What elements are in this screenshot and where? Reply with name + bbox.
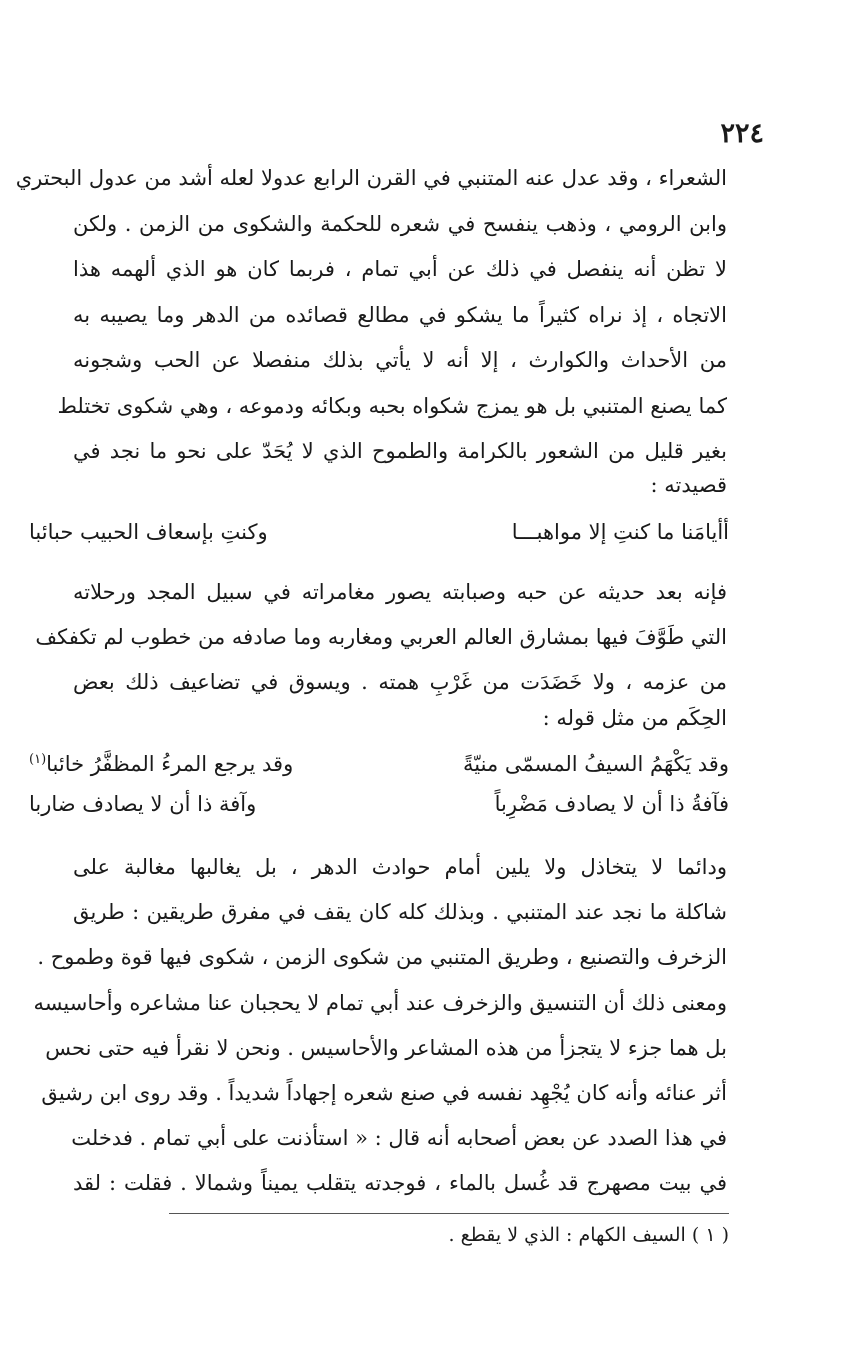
- verse-text: وقد يرجع المرءُ المظفَّرُ خائبا: [46, 752, 294, 776]
- text-line: من الأحداث والكوارث ، إلا أنه لا يأتي بذلك منفصلا عن الحب وشجونه: [73, 348, 727, 372]
- text-line: في هذا الصدد عن بعض أصحابه أنه قال : « استأذنت على أبي تمام . فدخلت: [71, 1126, 727, 1150]
- text-line: في بيت مصهرج قد غُسل بالماء ، فوجدته يتقلب يميناً وشمالا . فقلت : لقد: [73, 1171, 727, 1195]
- text-line: وابن الرومي ، وذهب ينفسح في شعره للحكمة والشكوى من الزمن . ولكن: [73, 212, 727, 236]
- verse-line: [29, 752, 729, 786]
- page-number: ٢٢٤: [720, 118, 764, 149]
- text-line: الزخرف والتصنيع ، وطريق المتنبي من شكوى الزمن ، شكوى فيها قوة وطموح .: [37, 945, 727, 969]
- text-line: أثر عنائه وأنه كان يُجْهِد نفسه في صنع شعره إجهاداً شديداً . وقد روى ابن رشيق: [41, 1081, 727, 1105]
- verse-hemistich-left: وكنتِ بإسعاف الحبيب حبائبا: [29, 520, 268, 544]
- text-line: كما يصنع المتنبي بل هو يمزج شكواه بحبه وبكائه ودموعه ، وهي شكوى تختلط: [57, 394, 727, 418]
- text-line: ومعنى ذلك أن التنسيق والزخرف عند أبي تمام لا يحجبان عنا مشاعره وأحاسيسه: [33, 991, 727, 1015]
- verse-hemistich-right: أأيامَنا ما كنتِ إلا مواهبـــا: [511, 520, 729, 544]
- footnote: ( ١ ) السيف الكهام : الذي لا يقطع .: [448, 1224, 729, 1246]
- text-line: الحِكَم من مثل قوله :: [542, 706, 727, 730]
- text-line: بل هما جزء لا يتجزأ من هذه المشاعر والأحاسيس . ونحن لا نقرأ فيه حتى نحس: [45, 1036, 727, 1060]
- text-line: لا تظن أنه ينفصل في ذلك عن أبي تمام ، فربما كان هو الذي ألهمه هذا: [73, 257, 727, 281]
- verse-line: [29, 792, 729, 826]
- footnote-marker: (١): [29, 752, 47, 767]
- text-line: الشعراء ، وقد عدل عنه المتنبي في القرن الرابع عدولا لعله أشد من عدول البحتري: [15, 166, 727, 190]
- text-line: قصيدته :: [650, 473, 727, 497]
- footnote-divider: [169, 1213, 729, 1214]
- verse-line: [29, 520, 729, 554]
- text-line: من عزمه ، ولا خَضَدَت من غَرْبِ همته . ويسوق في تضاعيف ذلك بعض: [73, 670, 727, 694]
- verse-hemistich-left: [29, 752, 293, 776]
- text-line: ودائما لا يتخاذل ولا يلين أمام حوادث الدهر ، بل يغالبها مغالبة على: [73, 855, 727, 879]
- text-line: شاكلة ما نجد عند المتنبي . وبذلك كله كان يقف في مفرق طريقين : طريق: [73, 900, 727, 924]
- verse-hemistich-right: وقد يَكْهَمُ السيفُ المسمّى منيّةً: [463, 752, 729, 776]
- text-line: فإنه بعد حديثه عن حبه وصبابته يصور مغامراته في سبيل المجد ورحلاته: [73, 580, 727, 604]
- verse-hemistich-left: وآفة ذا أن لا يصادف ضاربا: [29, 792, 257, 816]
- text-line: التي طَوَّفَ فيها بمشارق العالم العربي ومغاربه وما صادفه من خطوب لم تكفكف: [35, 625, 727, 649]
- text-line: بغير قليل من الشعور بالكرامة والطموح الذي لا يُحَدّ على نحو ما نجد في: [73, 439, 727, 463]
- text-line: الاتجاه ، إذ نراه كثيراً ما يشكو في مطالع قصائده من الدهر وما يصيبه به: [73, 303, 727, 327]
- verse-hemistich-right: فآفةُ ذا أن لا يصادف مَضْرِباً: [494, 792, 729, 816]
